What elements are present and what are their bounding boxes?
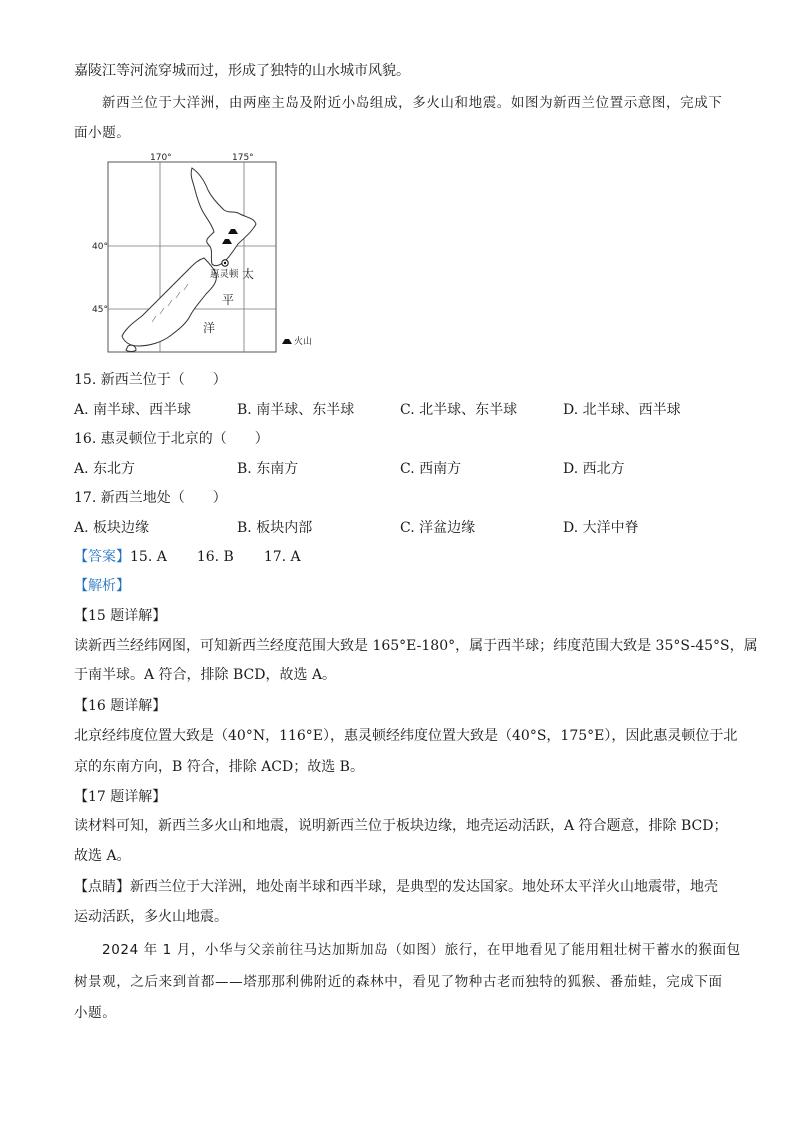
legend-volcano-icon [282, 339, 292, 344]
q17-option-a: A. 板块边缘 [74, 520, 150, 536]
detail-16-title: 【16 题详解】 [74, 698, 167, 714]
detail-15-title: 【15 题详解】 [74, 608, 167, 624]
answer-line [74, 547, 301, 567]
lat-label-40: 40° [92, 242, 108, 252]
q15-option-b: B. 南半球、东半球 [237, 402, 355, 418]
detail-17-line-2: 故选 A。 [74, 848, 131, 864]
answer-item: 16. B [196, 549, 234, 565]
question-17-stem: 17. 新西兰地处（ ） [74, 490, 227, 506]
tip-line-2: 运动活跃，多火山地震。 [74, 909, 228, 925]
ocean-label-2: 平 [222, 293, 235, 307]
capital-dot [224, 262, 226, 264]
material-line-2: 面小题。 [74, 125, 131, 141]
detail-16-line-2: 京的东南方向，B 符合，排除 ACD；故选 B。 [74, 759, 364, 775]
question-15-stem: 15. 新西兰位于（ ） [74, 372, 227, 388]
lat-label-45: 45° [92, 305, 108, 315]
new-zealand-map [92, 152, 328, 354]
north-island [191, 168, 256, 266]
city-label: 惠灵顿 [210, 269, 239, 280]
ocean-label-3: 洋 [203, 321, 216, 335]
lon-label-170: 170° [150, 153, 172, 163]
intro-line: 嘉陵江等河流穿城而过，形成了独特的山水城市风貌。 [74, 63, 410, 79]
q16-option-c: C. 西南方 [400, 461, 462, 477]
ocean-label-1: 太 [242, 267, 255, 281]
q17-option-d: D. 大洋中脊 [563, 520, 639, 536]
q15-option-c: C. 北半球、东半球 [400, 402, 518, 418]
q16-option-d: D. 西北方 [563, 461, 625, 477]
q15-option-a: A. 南半球、西半球 [74, 402, 192, 418]
q16-option-b: B. 东南方 [237, 461, 299, 477]
detail-15-line-1: 读新西兰经纬网图，可知新西兰经度范围大致是 165°E-180°，属于西半球；纬度范围大致是 35°S-45°S，属 [74, 638, 758, 654]
detail-15-line-2: 于南半球。A 符合，排除 BCD，故选 A。 [74, 667, 337, 683]
question-16-stem: 16. 惠灵顿位于北京的（ ） [74, 431, 269, 447]
answer-tag: 【答案】 [74, 549, 130, 565]
next-material-line-1: 2024 年 1 月，小华与父亲前往马达加斯加岛（如图）旅行，在甲地看见了能用粗壮树干蓄水的猴面包 [102, 942, 741, 958]
q16-option-a: A. 东北方 [74, 461, 136, 477]
q17-option-c: C. 洋盆边缘 [400, 520, 476, 536]
detail-17-title: 【17 题详解】 [74, 789, 167, 805]
material-line-1: 新西兰位于大洋洲，由两座主岛及附近小岛组成，多火山和地震。如图为新西兰位置示意图，完成下 [102, 95, 723, 111]
next-material-line-3: 小题。 [74, 1005, 117, 1021]
q15-option-d: D. 北半球、西半球 [563, 402, 681, 418]
tip-line-1: 【点睛】新西兰位于大洋洲，地处南半球和西半球，是典型的发达国家。地处环太平洋火山地震带，地壳 [74, 879, 718, 895]
detail-17-line-1: 读材料可知，新西兰多火山和地震，说明新西兰位于板块边缘，地壳运动活跃，A 符合题意，排除 BCD； [74, 818, 728, 834]
stewart-island [126, 345, 136, 351]
detail-16-line-1: 北京经纬度位置大致是（40°N，116°E），惠灵顿经纬度位置大致是（40°S，175°E），因此惠灵顿位于北 [74, 728, 738, 744]
analysis-tag: 【解析】 [74, 578, 130, 594]
next-material-line-2: 树景观，之后来到首都——塔那那利佛附近的森林中，看见了物种古老而独特的狐猴、番茄蛙，完成下面 [74, 974, 723, 990]
q17-option-b: B. 板块内部 [237, 520, 313, 536]
legend-label: 火山 [294, 337, 313, 347]
lon-label-175: 175° [232, 153, 254, 163]
answer-item: 15. A [130, 549, 167, 565]
answer-item: 17. A [263, 549, 301, 565]
